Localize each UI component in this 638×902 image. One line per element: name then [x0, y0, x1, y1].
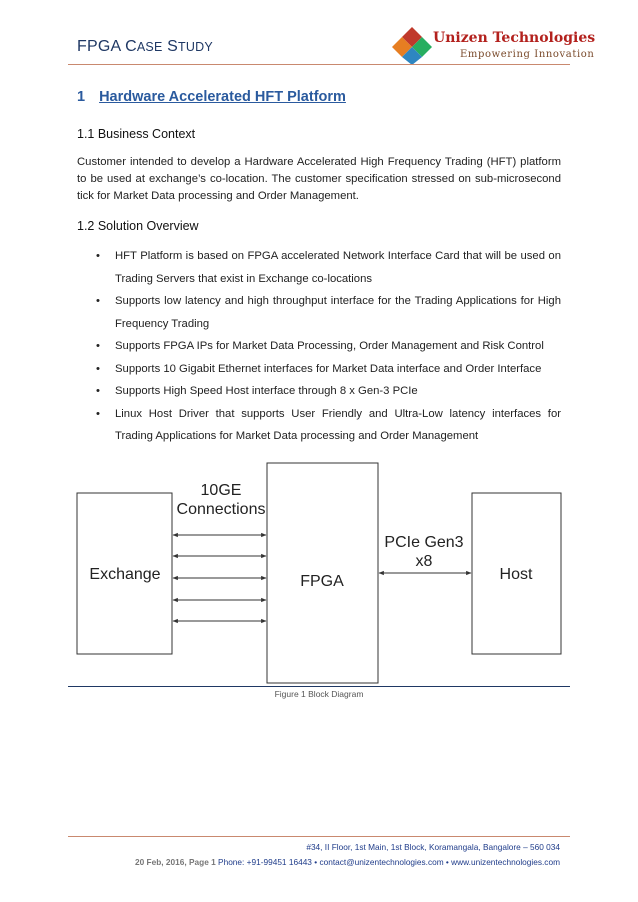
pcie-label-line2: x8 [415, 553, 433, 570]
document-header-title [77, 38, 213, 56]
footer-contact-line [135, 857, 560, 867]
subsection-heading-business-context: 1.1 Business Context [77, 127, 196, 141]
subsection-heading-solution-overview: 1.2 Solution Overview [77, 219, 199, 233]
connections-label-line2: Connections [176, 501, 266, 518]
header-title-part: S [162, 38, 179, 55]
bullet-item: • Supports High Speed Host interface through 8 x Gen-3 PCIe [77, 380, 561, 403]
bullet-item: • HFT Platform is based on FPGA accelerated Network Interface Card that will be used on Trading Servers that exist in Exchange co-locations [77, 245, 561, 290]
footer-date-page: 20 Feb, 2016, Page 1 [135, 857, 216, 867]
bullet-item: • Supports 10 Gigabit Ethernet interfaces for Market Data interface and Order Interface [77, 358, 561, 381]
logo-tagline: Empowering Innovation [460, 49, 595, 60]
header-title-part: ASE [136, 40, 163, 54]
pcie-label-line1: PCIe Gen3 [384, 534, 464, 551]
fpga-label: FPGA [300, 573, 344, 590]
figure-caption: Figure 1 Block Diagram [274, 689, 364, 699]
header-title-part: FPGA C [77, 38, 137, 55]
solution-bullet-list [77, 245, 561, 448]
header-divider [68, 64, 570, 65]
bullet-item: • Supports low latency and high throughput interface for the Trading Applications for High Frequency Trading [77, 290, 561, 335]
header-title-part: TUDY [178, 40, 213, 54]
company-logo-icon [392, 25, 432, 65]
section-title: Hardware Accelerated HFT Platform [99, 89, 346, 105]
logo-company-name: Unizen Technologies [433, 30, 596, 46]
footer-address: #34, II Floor, 1st Main, 1st Block, Koramangala, Bangalore – 560 034 [306, 842, 560, 852]
bullet-item: • Supports FPGA IPs for Market Data Processing, Order Management and Risk Control [77, 335, 561, 358]
figure-divider [68, 686, 570, 687]
footer-contact: Phone: +91-99451 16443 • contact@unizentechnologies.com • www.unizentechnologies.com [215, 857, 560, 867]
exchange-label: Exchange [89, 566, 161, 583]
bullet-item: • Linux Host Driver that supports User Friendly and Ultra-Low latency interfaces for Trading Applications for Market Data processing and Order Management [77, 403, 561, 448]
section-number: 1 [77, 89, 86, 105]
host-label: Host [499, 566, 533, 583]
business-context-paragraph: Customer intended to develop a Hardware Accelerated High Frequency Trading (HFT) platform to be used at exchange’s co-location. The customer specification stressed on sub-microsecond tick for Market Data processing and Order Management. [77, 156, 561, 202]
section-heading [77, 89, 346, 105]
connections-label-line1: 10GE [200, 482, 242, 499]
footer-divider [68, 836, 570, 837]
block-diagram [0, 455, 638, 695]
